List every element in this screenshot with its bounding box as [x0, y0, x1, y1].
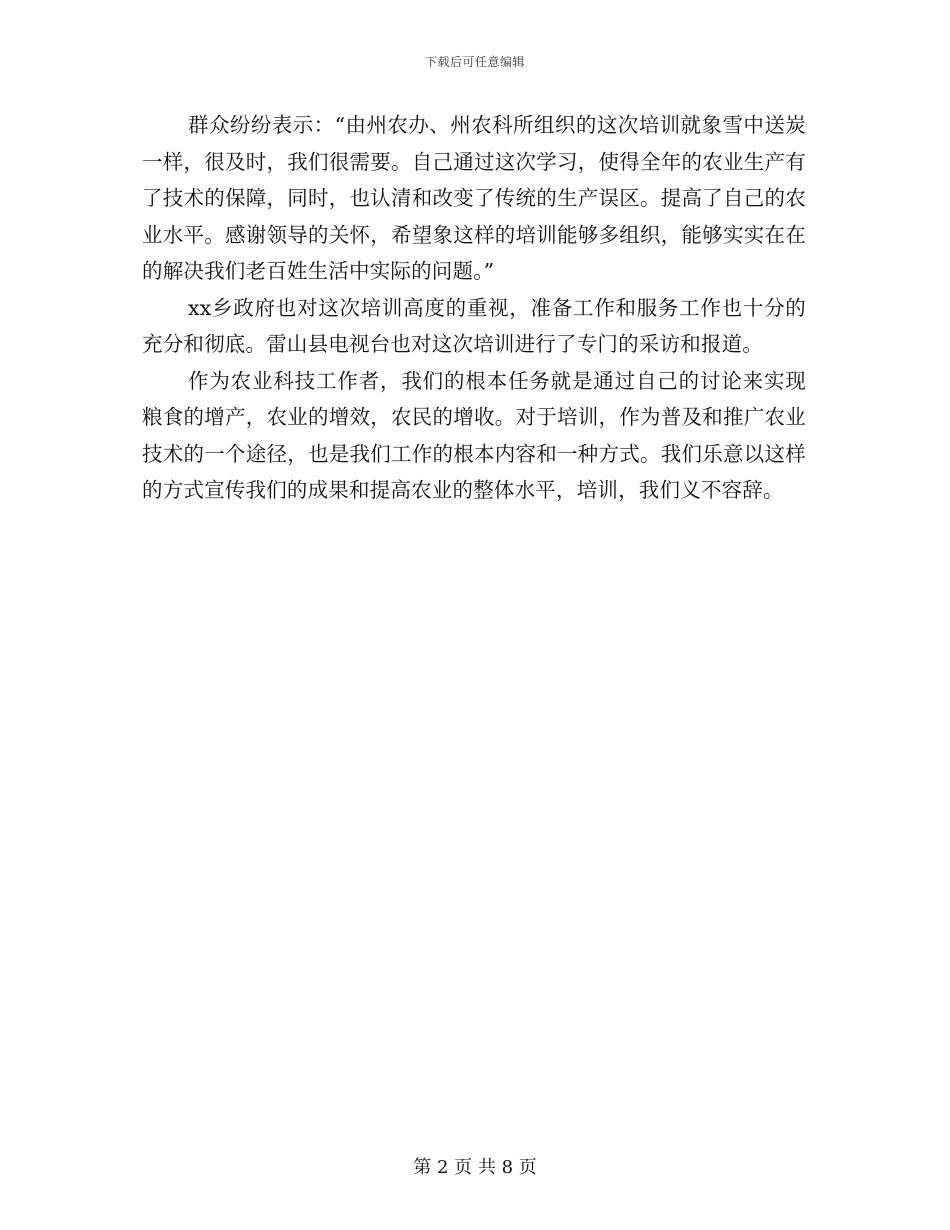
page-header-note: 下载后可任意编辑 — [424, 55, 525, 69]
paragraph-mission: 作为农业科技工作者，我们的根本任务就是通过自己的讨论来实现粮食的增产，农业的增效，农民的增收。对于培训，作为普及和推广农业技术的一个途径，也是我们工作的根本内容和一种方式。我们乐意以这样的方式宣传我们的成果和提高农业的整体水平，培训，我们义不容辞。 — [142, 368, 806, 502]
page-number: 第 2 页 共 8 页 — [413, 1157, 537, 1178]
document-body — [142, 107, 806, 509]
paragraph-feedback: 群众纷纷表示：“由州农办、州农科所组织的这次培训就象雪中送炭一样，很及时，我们很需要。自己通过这次学习，使得全年的农业生产有了技术的保障，同时，也认清和改变了传统的生产误区。提高了自己的农业水平。感谢领导的关怀，希望象这样的培训能够多组织，能够实实在在的解决我们老百姓生活中实际的问题。” — [142, 113, 806, 283]
paragraph-government: xx乡政府也对这次培训高度的重视，准备工作和服务工作也十分的充分和彻底。雷山县电视台也对这次培训进行了专门的采访和报道。 — [142, 295, 806, 356]
